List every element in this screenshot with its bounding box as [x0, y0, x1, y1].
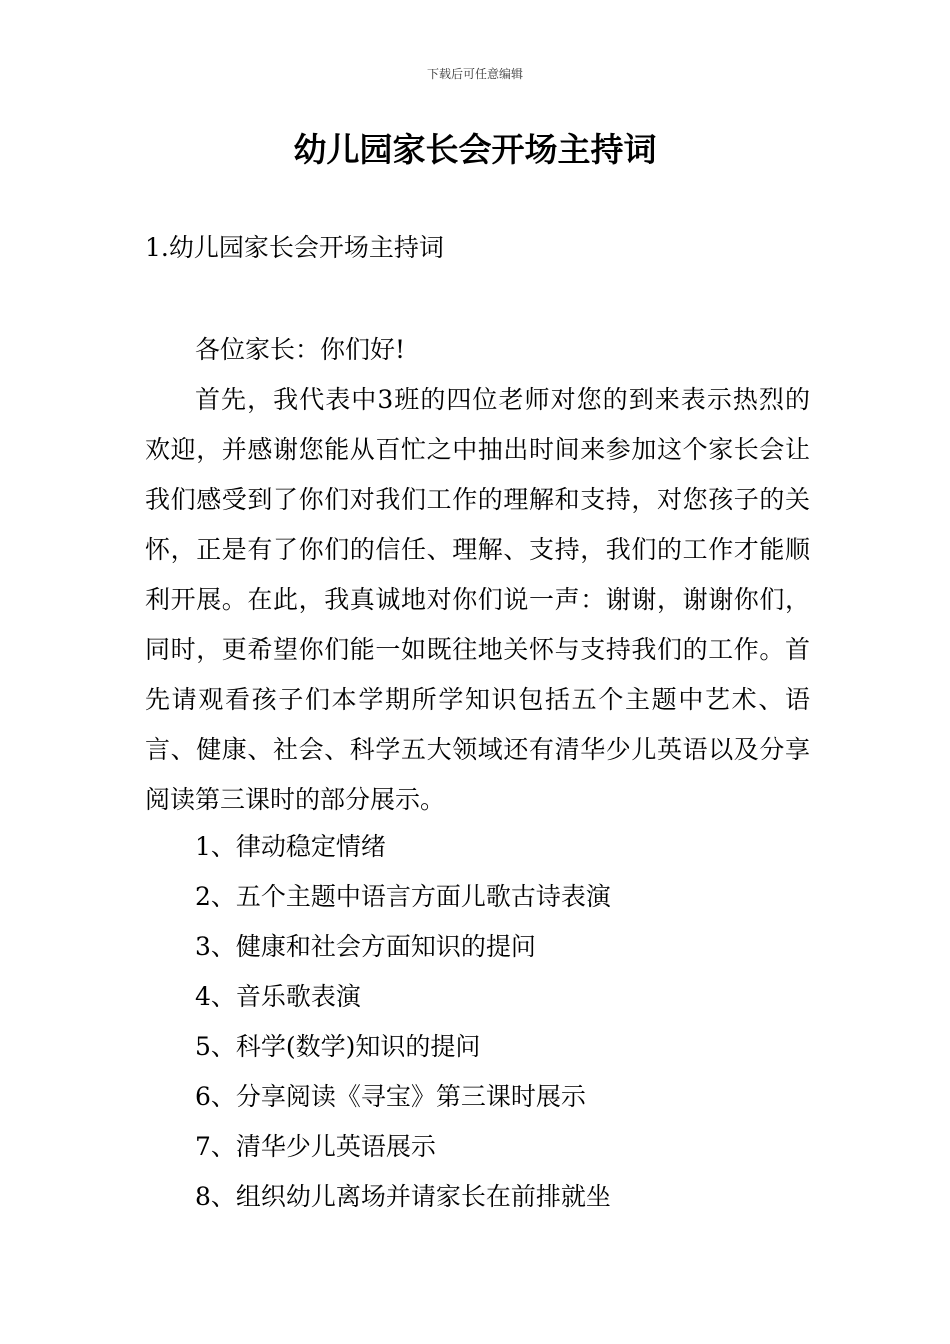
intro-paragraph: 首先，我代表中3班的四位老师对您的到来表示热烈的欢迎，并感谢您能从百忙之中抽出时间来参加这个家长会让我们感受到了你们对我们工作的理解和支持，对您孩子的关怀，正是有了你们的信任、理解、支持，我们的工作才能顺利开展。在此，我真诚地对你们说一声：谢谢，谢谢你们，同时，更希望你们能一如既往地关怀与支持我们的工作。首先请观看孩子们本学期所学知识包括五个主题中艺术、语言、健康、社会、科学五大领域还有清华少儿英语以及分享阅读第三课时的部分展示。	[145, 385, 810, 814]
section-heading: 1.幼儿园家长会开场主持词	[145, 233, 444, 262]
program-item: 5、科学(数学)知识的提问	[195, 1032, 481, 1061]
program-list	[195, 822, 611, 1222]
header-note: 下载后可任意编辑	[426, 67, 523, 81]
program-item: 3、健康和社会方面知识的提问	[195, 932, 536, 961]
program-item: 1、律动稳定情绪	[195, 832, 386, 861]
greeting-paragraph: 各位家长：你们好!	[195, 335, 406, 364]
program-item: 4、音乐歌表演	[195, 982, 361, 1011]
program-item: 8、组织幼儿离场并请家长在前排就坐	[195, 1182, 611, 1211]
program-item: 7、清华少儿英语展示	[195, 1132, 436, 1161]
program-item: 6、分享阅读《寻宝》第三课时展示	[195, 1082, 586, 1111]
program-item: 2、五个主题中语言方面儿歌古诗表演	[195, 882, 611, 911]
document-title: 幼儿园家长会开场主持词	[293, 130, 657, 169]
